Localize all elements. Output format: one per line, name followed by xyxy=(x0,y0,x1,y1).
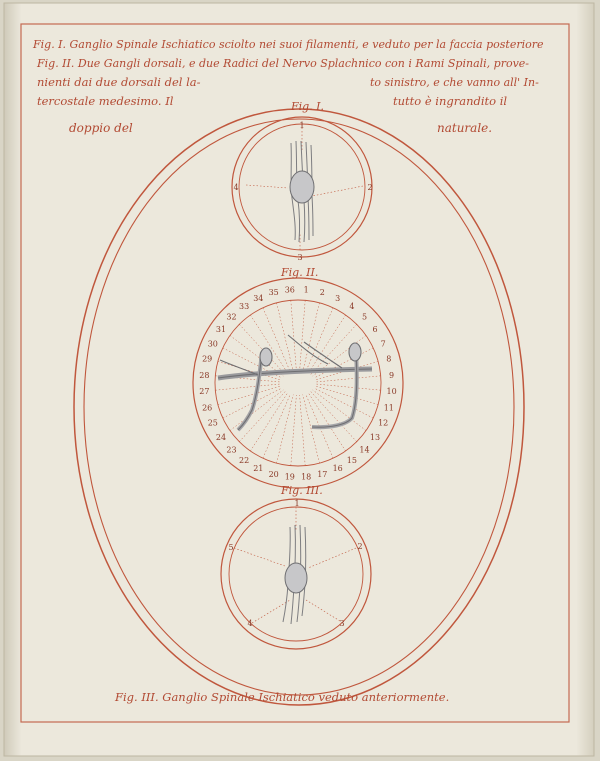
fig-2-number: 2 xyxy=(319,288,325,298)
caption-line-5-right: naturale. xyxy=(437,121,493,135)
fig-2-number: 18 xyxy=(301,472,312,482)
fig-2-number: 5 xyxy=(361,312,368,322)
fig-1-label: Fig. I. xyxy=(291,100,325,113)
fig-2-number: 29 xyxy=(202,354,213,364)
fig-2-label: Fig. II. xyxy=(281,266,319,279)
fig-3-number: 5 xyxy=(228,543,234,552)
fig-2-number: 30 xyxy=(207,339,218,349)
caption-line-3-right: to sinistro, e che vanno all' In- xyxy=(370,76,539,89)
fig-3-number: 3 xyxy=(339,619,345,628)
fig-2-number: 34 xyxy=(253,293,264,303)
fig-1-number: 2 xyxy=(367,183,373,192)
fig-3-label: Fig. III. xyxy=(281,484,323,497)
fig-2-number: 3 xyxy=(335,293,341,303)
fig-2-number: 31 xyxy=(215,325,227,335)
fig-3-number: 2 xyxy=(357,542,363,551)
fig-2-number: 25 xyxy=(207,418,218,428)
fig-2-number: 16 xyxy=(332,464,343,474)
paper-sheet xyxy=(4,3,594,756)
fig-2-number: 9 xyxy=(389,370,395,380)
fig-2-number: 14 xyxy=(359,445,370,455)
fig-2-number: 24 xyxy=(215,432,227,442)
fig-1-number: 3 xyxy=(297,253,303,262)
fig-2-number: 33 xyxy=(239,302,250,311)
fig-2-number: 4 xyxy=(349,302,355,311)
fig-2-number: 15 xyxy=(346,456,357,465)
fig-2-number: 27 xyxy=(199,387,210,397)
fig-2-number: 17 xyxy=(317,469,328,479)
fig-3-number: 1 xyxy=(294,499,300,508)
bottom-caption: Fig. III. Ganglio Spinale Ischiatico veduto anteriormente. xyxy=(115,690,450,704)
fig-2-number: 21 xyxy=(253,464,264,474)
fig-1-number: 1 xyxy=(299,121,305,130)
fig-2-number: 26 xyxy=(202,403,213,413)
fig-2-number: 22 xyxy=(239,456,250,465)
caption-line-5-left: doppio del xyxy=(69,121,133,135)
fig-2-number: 35 xyxy=(268,288,279,298)
fig-3-number: 4 xyxy=(247,619,253,628)
fig-2-number: 20 xyxy=(268,469,279,479)
fig-2-number: 32 xyxy=(226,312,237,322)
fig-2-number: 23 xyxy=(226,445,237,455)
fig-2-number: 6 xyxy=(372,325,378,335)
fig-2-number: 12 xyxy=(378,418,389,428)
fig-2-number: 8 xyxy=(386,354,392,364)
fig-2-number: 19 xyxy=(284,472,295,482)
fig-2-number: 10 xyxy=(386,387,397,397)
caption-line-2: Fig. II. Due Gangli dorsali, e due Radici del Nervo Splachnico con i Rami Spinali, prove- xyxy=(37,57,530,70)
caption-line-3-left: nienti dai due dorsali del la- xyxy=(37,75,201,89)
fig-2-number: 28 xyxy=(199,370,210,380)
fig-2-number: 1 xyxy=(303,285,309,295)
fig-2-number: 13 xyxy=(369,432,381,442)
fig-1-number: 4 xyxy=(233,183,239,192)
fig-2-number: 36 xyxy=(284,285,295,295)
caption-line-1: Fig. I. Ganglio Spinale Ischiatico sciolto nei suoi filamenti, e veduto per la faccia posteriore xyxy=(33,38,544,51)
caption-line-4-right: tutto è ingrandito il xyxy=(393,94,508,108)
fig-2-number: 11 xyxy=(383,403,394,413)
caption-line-4-left: tercostale medesimo. Il xyxy=(37,94,174,108)
fig-2-number: 7 xyxy=(380,339,386,349)
